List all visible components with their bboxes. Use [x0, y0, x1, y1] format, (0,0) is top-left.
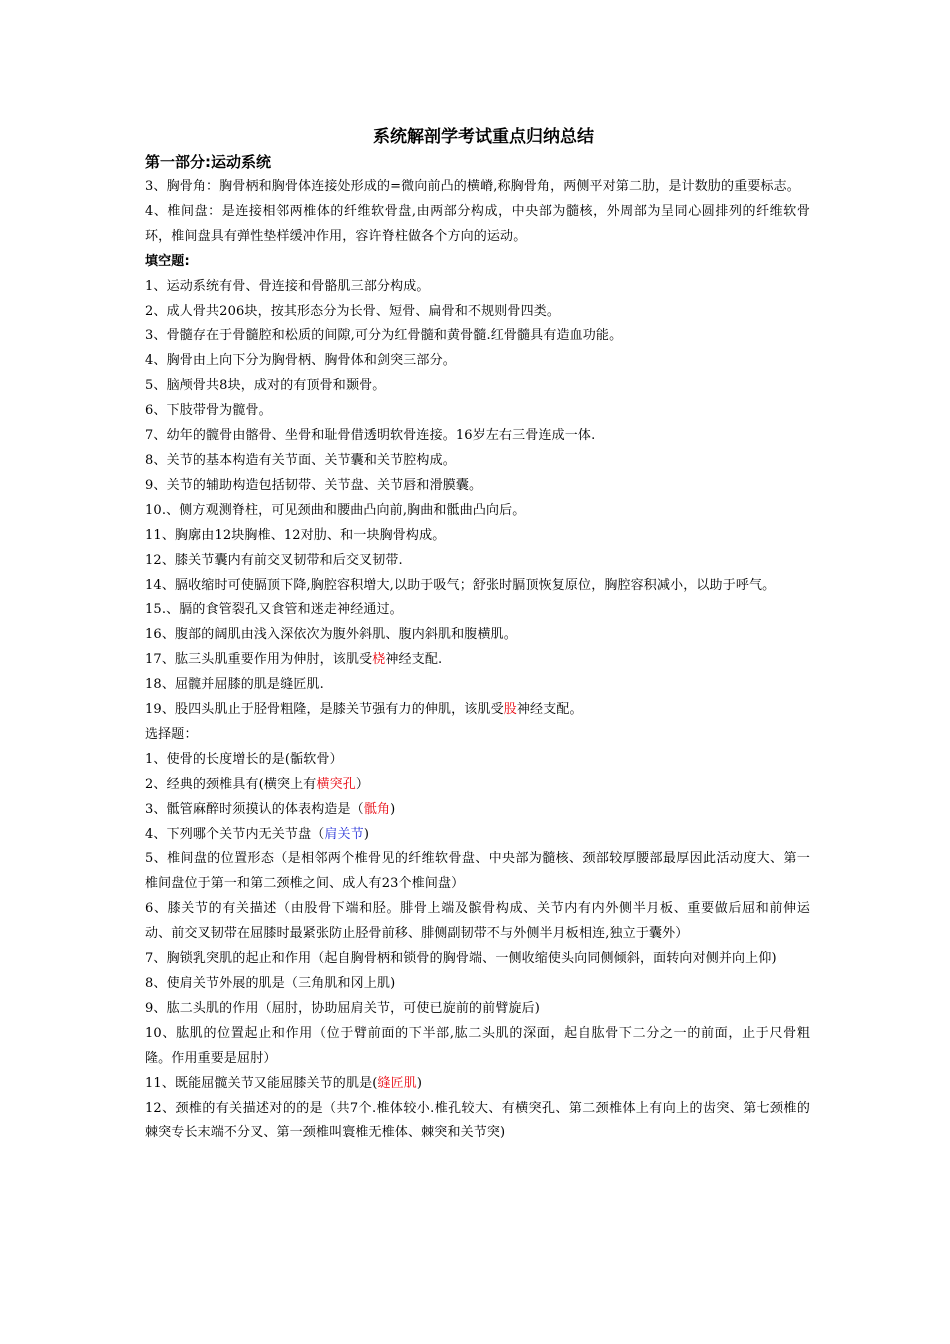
list-item [145, 823, 810, 848]
document-body [145, 124, 810, 1146]
list-item: 8、使肩关节外展的肌是（三角肌和冈上肌) [145, 976, 396, 991]
list-item: 7、幼年的髋骨由髂骨、坐骨和耻骨借透明软骨连接。16岁左右三骨连成一体. [145, 428, 596, 444]
list-item: 14、膈收缩时可使膈顶下降,胸腔容积增大,以助于吸气；舒张时膈顶恢复原位，胸腔容积减小，以助于呼气。 [145, 577, 776, 593]
highlighted-answer: 缝匠肌 [377, 1075, 417, 1091]
list-item: 5、脑颅骨共8块，成对的有顶骨和颞骨。 [145, 378, 386, 394]
page-title: 系统解剖学考试重点归纳总结 [373, 127, 594, 147]
list-item: 8、关节的基本构造有关节面、关节囊和关节腔构成。 [145, 452, 456, 468]
text-segment: 神经支配. [385, 652, 443, 668]
list-item: 18、屈髋并屈膝的肌是缝匠肌. [145, 677, 324, 693]
subsection-heading: 填空题: [145, 253, 190, 269]
list-item [145, 698, 810, 723]
highlighted-answer: 桡 [372, 652, 386, 668]
list-item [145, 798, 810, 823]
list-item [145, 1072, 810, 1097]
list-item: 3、骨髓存在于骨髓腔和松质的间隙,可分为红骨髓和黄骨髓.红骨髓具有造血功能。 [145, 328, 623, 344]
list-item: 10、肱肌的位置起止和作用（位于臂前面的下半部,肱二头肌的深面，起自肱骨下二分之一的前面，止于尺骨粗隆。作用重要是屈肘） [145, 1025, 810, 1066]
list-item: 15.、膈的食管裂孔又食管和迷走神经通过。 [145, 602, 403, 618]
highlighted-answer: 肩关节 [324, 826, 364, 842]
highlighted-answer: 横突孔 [316, 776, 356, 792]
list-item: 6、下肢带骨为髋骨。 [145, 403, 272, 419]
text-segment: 2、经典的颈椎具有(横突上有 [145, 776, 317, 792]
list-item: 1、使骨的长度增长的是(骺软骨） [145, 751, 343, 767]
list-item [145, 773, 810, 798]
text-segment: ) [390, 801, 396, 817]
text-segment: 11、既能屈髋关节又能屈膝关节的肌是( [145, 1075, 378, 1091]
list-item: 5、椎间盘的位置形态（是相邻两个椎骨见的纤维软骨盘、中央部为髓核、颈部较厚腰部最厚因此活动度大、第一椎间盘位于第一和第二颈椎之间、成人有23个椎间盘） [145, 851, 810, 892]
section-heading: 第一部分:运动系统 [145, 153, 271, 171]
subsection-heading: 选择题： [145, 726, 198, 742]
list-item: 9、肱二头肌的作用（屈肘，协助屈肩关节，可使已旋前的前臂旋后) [145, 1000, 540, 1016]
list-item: 16、腹部的阔肌由浅入深依次为腹外斜肌、腹内斜肌和腹横肌。 [145, 627, 517, 643]
list-item: 7、胸锁乳突肌的起止和作用（起自胸骨柄和锁骨的胸骨端、一侧收缩使头向同侧倾斜，面转向对侧并向上仰) [145, 951, 777, 967]
list-item [145, 648, 810, 673]
text-segment: 3、骶管麻醉时须摸认的体表构造是（ [145, 801, 364, 817]
list-item: 1、运动系统有骨、骨连接和骨骼肌三部分构成。 [145, 278, 430, 294]
text-segment: 4、下列哪个关节内无关节盘（ [145, 826, 325, 842]
paragraph: 3、胸骨角：胸骨柄和胸骨体连接处形成的=微向前凸的横嵴,称胸骨角，两侧平对第二肋，是计数肋的重要标志。 [145, 179, 800, 194]
highlighted-answer: 股 [503, 702, 517, 718]
list-item: 10.、侧方观测脊柱，可见颈曲和腰曲凸向前,胸曲和骶曲凸向后。 [145, 502, 526, 518]
highlighted-answer: 骶角 [363, 801, 391, 817]
text-segment: 19、股四头肌止于胫骨粗隆，是膝关节强有力的伸肌，该肌受 [145, 702, 504, 718]
paragraph: 4、椎间盘：是连接相邻两椎体的纤维软骨盘,由两部分构成，中央部为髓核，外周部为呈同心圆排列的纤维软骨环，椎间盘具有弹性垫样缓冲作用，容许脊柱做各个方向的运动。 [145, 203, 810, 244]
list-item: 12、膝关节囊内有前交叉韧带和后交叉韧带. [145, 552, 403, 568]
text-segment: 17、肱三头肌重要作用为伸肘，该肌受 [145, 652, 373, 668]
list-item: 2、成人骨共206块，按其形态分为长骨、短骨、扁骨和不规则骨四类。 [145, 303, 561, 319]
text-segment: ) [363, 826, 370, 842]
list-item: 4、胸骨由上向下分为胸骨柄、胸骨体和剑突三部分。 [145, 353, 456, 369]
text-segment: 神经支配。 [516, 702, 583, 718]
text-segment: ) [416, 1075, 423, 1091]
list-item: 11、胸廓由12块胸椎、12对肋、和一块胸骨构成。 [145, 527, 446, 543]
list-item: 6、膝关节的有关描述（由股骨下端和胫。腓骨上端及髌骨构成、关节内有内外侧半月板、重要做后屈和前伸运动、前交叉韧带在屈膝时最紧张防止胫骨前移、腓侧副韧带不与外侧半月板相连,独立于囊外） [145, 901, 810, 942]
list-item: 12、颈椎的有关描述对的的是（共7个.椎体较小.椎孔较大、有横突孔、第二颈椎体上有向上的齿突、第七颈椎的棘突专长末端不分叉、第一颈椎叫寰椎无椎体、棘突和关节突) [145, 1100, 810, 1141]
list-item: 9、关节的辅助构造包括韧带、关节盘、关节唇和滑膜囊。 [145, 477, 483, 493]
text-segment: ） [355, 776, 370, 792]
